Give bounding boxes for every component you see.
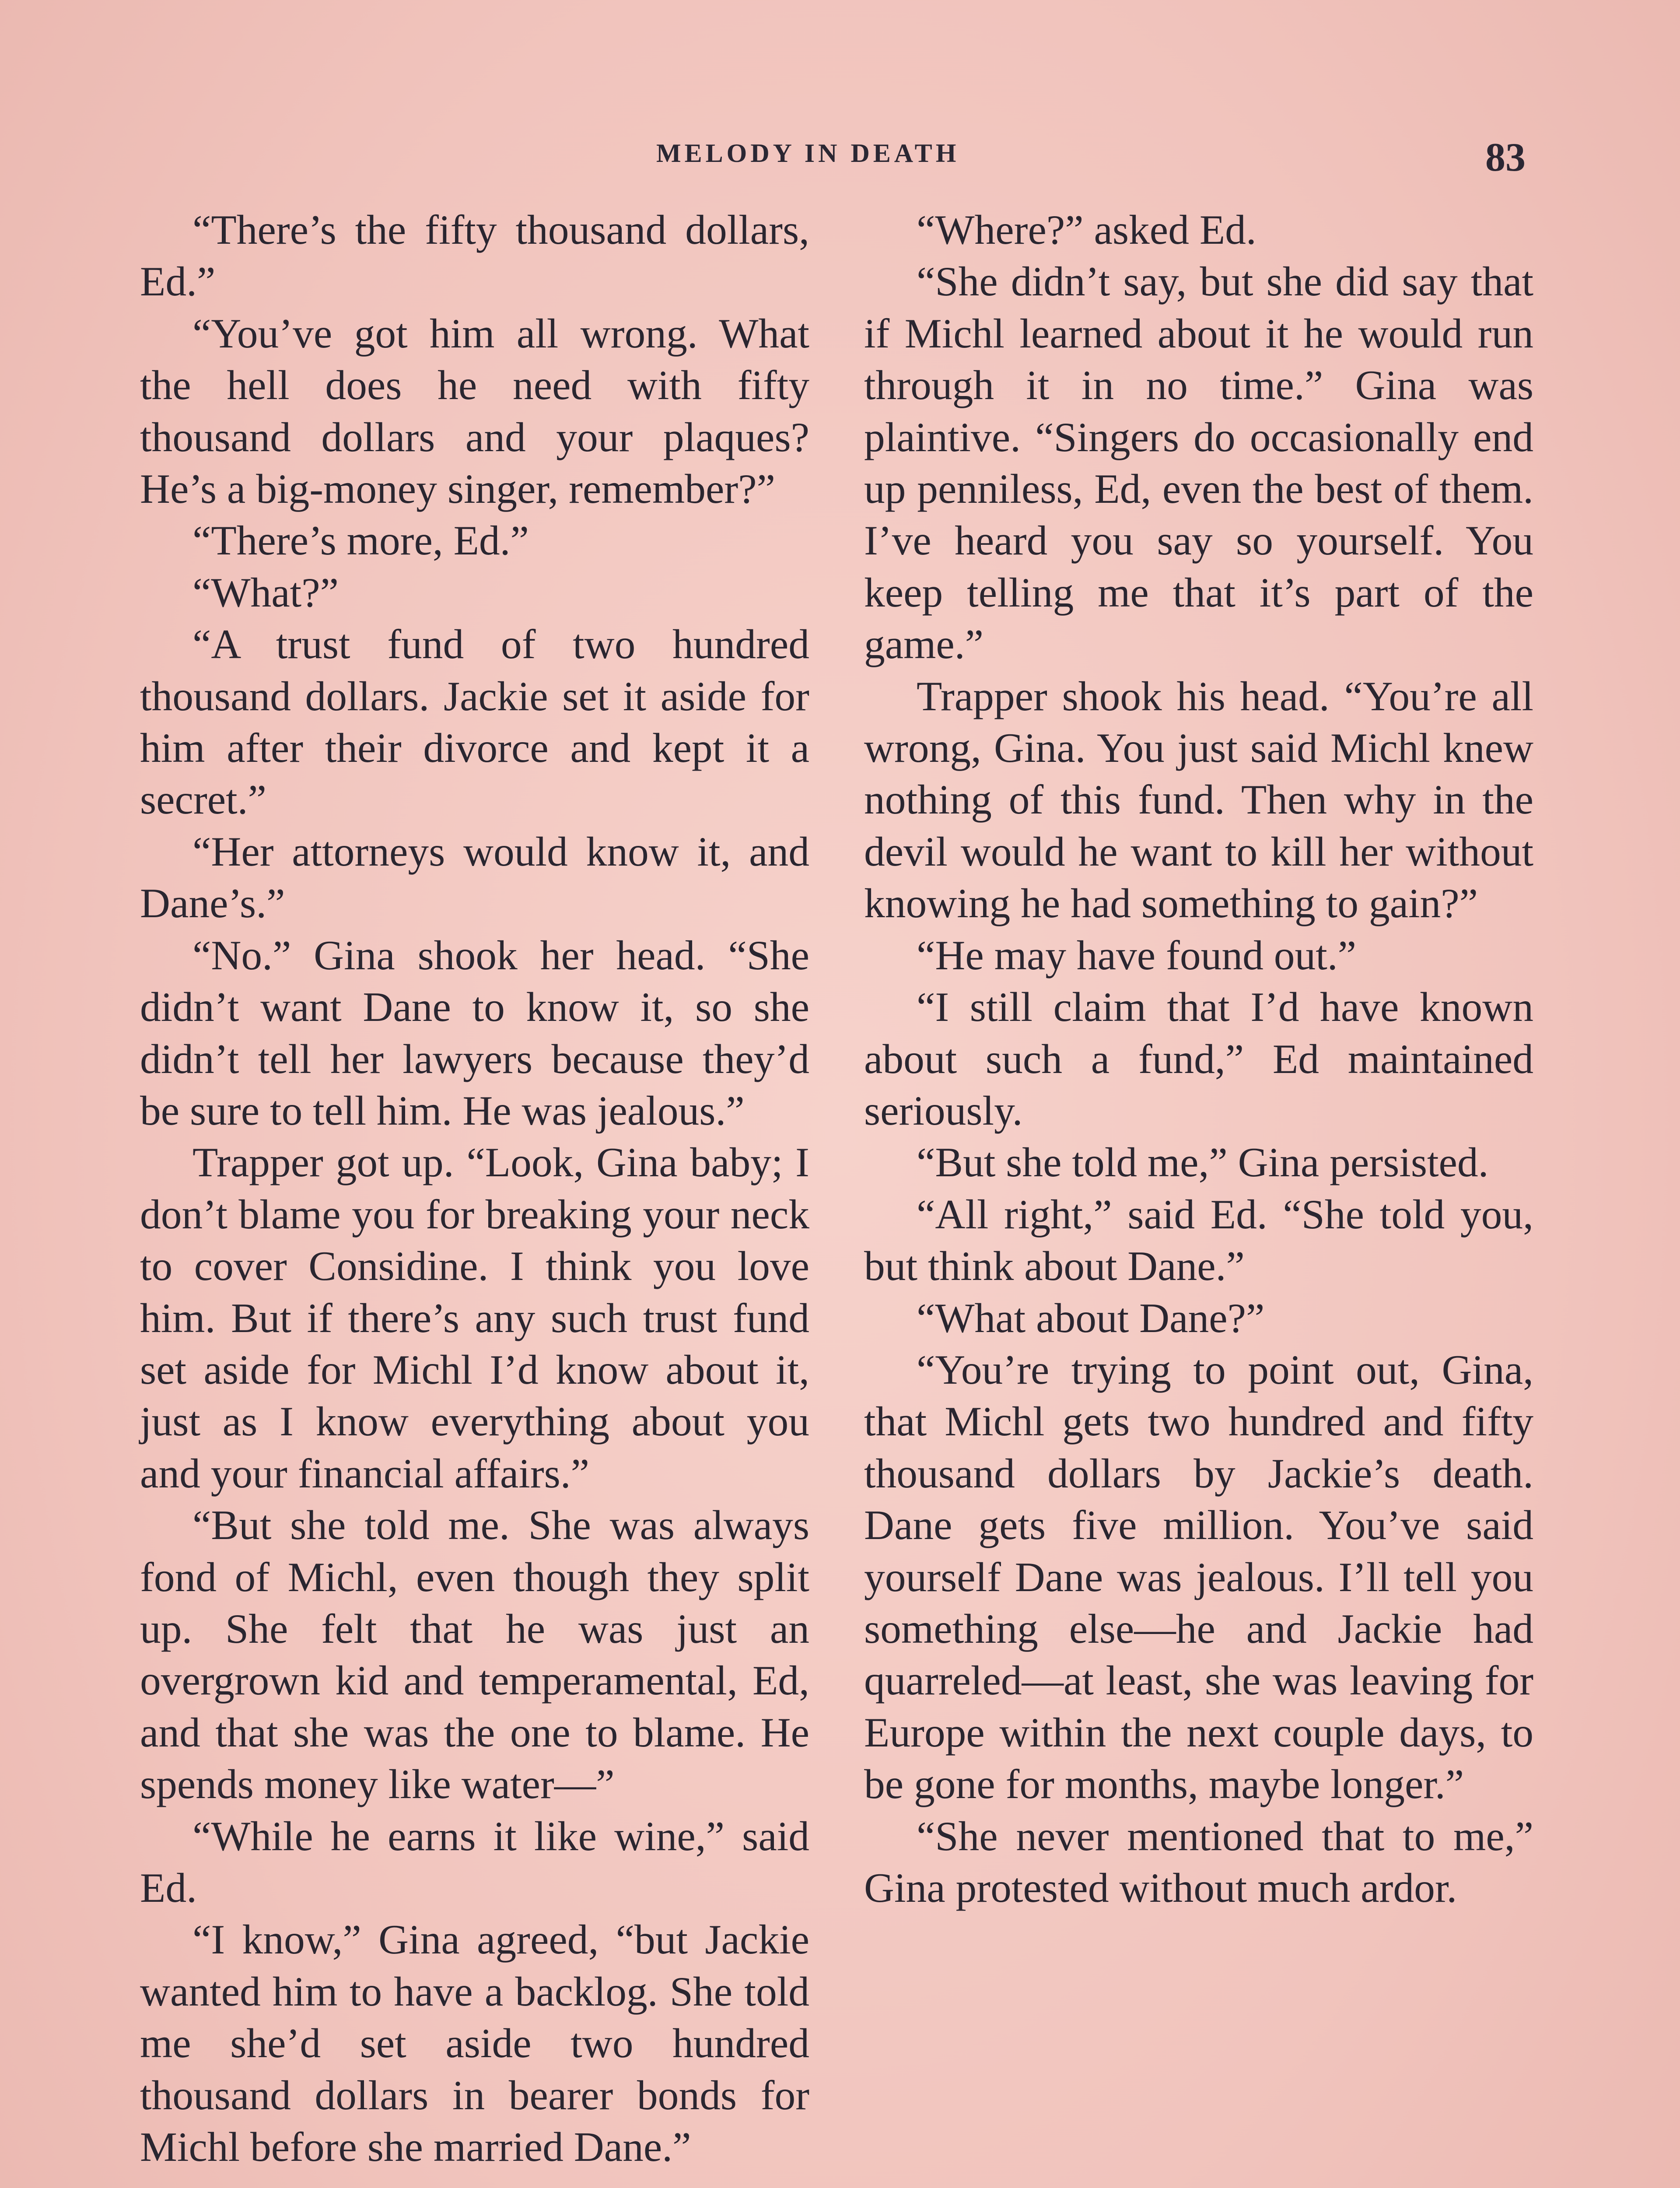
- paragraph: “She never mentioned that to me,” Gina protested without much ardor.: [864, 1813, 1533, 1911]
- paragraph: “She didn’t say, but she did say that if Michl learned about it he would run through it in no time.” Gina was plaintive. “Singers do occasionally end up penniless, Ed, even the best of them. I’ve heard you say so yourself. You keep telling me that it’s part of the game.”: [864, 258, 1533, 668]
- paragraph: “There’s more, Ed.”: [192, 517, 529, 564]
- paragraph: “I still claim that I’d have known about such a fund,” Ed maintained seriously.: [864, 984, 1533, 1134]
- paragraph: “I know,” Gina agreed, “but Jackie wanted him to have a backlog. She told me she’d set aside two hundred thousand dollars in bearer bonds for Michl before she married Dane.”: [140, 1916, 809, 2170]
- paragraph: “Her attorneys would know it, and Dane’s.”: [140, 828, 809, 927]
- left-column: [140, 204, 809, 2173]
- paragraph: “Where?” asked Ed.: [917, 207, 1256, 253]
- paragraph: “He may have found out.”: [917, 932, 1357, 978]
- paragraph: “While he earns it like wine,” said Ed.: [140, 1813, 809, 1911]
- paragraph: “No.” Gina shook her head. “She didn’t want Dane to know it, so she didn’t tell her lawyers because they’d be sure to tell him. He was jealous.”: [140, 932, 809, 1134]
- paragraph: “A trust fund of two hundred thousand dollars. Jackie set it aside for him after their divorce and kept it a secret.”: [140, 621, 809, 823]
- paragraph: “You’ve got him all wrong. What the hell does he need with fifty thousand dollars and your plaques? He’s a big-money singer, remember?”: [140, 310, 809, 512]
- paragraph: “All right,” said Ed. “She told you, but think about Dane.”: [864, 1191, 1533, 1290]
- paragraph: “You’re trying to point out, Gina, that Michl gets two hundred and fifty thousand dollars by Jackie’s death. Dane gets five million. You’ve said yourself Dane was jealous. I’ll tell you something else—he and Jackie had quarreled—at least, she was leaving for Europe within the next couple days, to be gone for months, maybe longer.”: [864, 1346, 1533, 1808]
- page-number: 83: [1485, 135, 1526, 179]
- paragraph: “What about Dane?”: [917, 1294, 1265, 1341]
- right-column: [864, 204, 1533, 1914]
- paragraph: “But she told me,” Gina persisted.: [917, 1139, 1489, 1186]
- paragraph: “There’s the fifty thousand dollars, Ed.”: [140, 207, 809, 305]
- paragraph: “What?”: [192, 569, 339, 616]
- paragraph: Trapper shook his head. “You’re all wrong, Gina. You just said Michl knew nothing of this fund. Then why in the devil would he want to kill her without knowing he had something to gain?”: [864, 673, 1533, 927]
- running-title: MELODY IN DEATH: [656, 139, 960, 168]
- paragraph: “But she told me. She was always fond of Michl, even though they split up. She felt that he was just an overgrown kid and temperamental, Ed, and that she was the one to blame. He spends money like water—”: [140, 1502, 809, 1808]
- paragraph: Trapper got up. “Look, Gina baby; I don’t blame you for breaking your neck to cover Considine. I think you love him. But if there’s any such trust fund set aside for Michl I’d know about it, just as I know everything about you and your financial affairs.”: [140, 1139, 809, 1497]
- running-head: [0, 135, 1680, 182]
